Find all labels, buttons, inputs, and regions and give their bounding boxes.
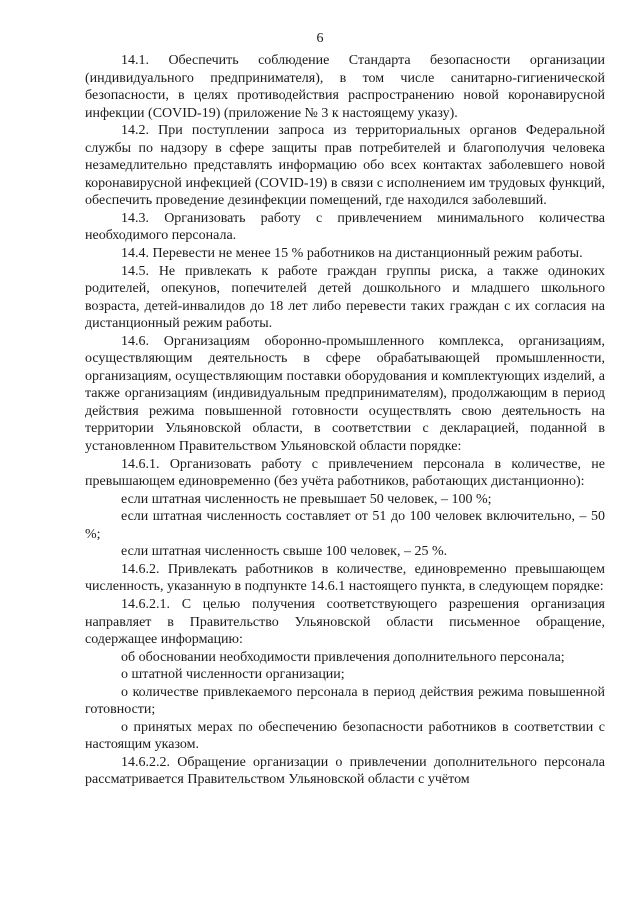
list-item-personnel-count: о количестве привлекаемого персонала в период действия режима повышенной готовности; (85, 684, 605, 718)
paragraph-14-5: 14.5. Не привлекать к работе граждан группы риска, а также одиноких родителей, опекунов, попечителей детей дошкольного и младшего школьного возраста, детей-инвалидов до 18 лет либо перевести таких граждан с их согласия на дистанционный режим работы. (85, 263, 605, 332)
document-body (85, 52, 605, 789)
page-number: 6 (316, 31, 324, 46)
list-item-safety-measures: о принятых мерах по обеспечению безопасности работников в соответствии с настоящим указом. (85, 719, 605, 753)
paragraph-14-6-2-1: 14.6.2.1. С целью получения соответствующего разрешения организация направляет в Правительство Ульяновской области письменное обращение, содержащее информацию: (85, 596, 605, 648)
paragraph-14-3: 14.3. Организовать работу с привлечением минимального количества необходимого персонала. (85, 210, 605, 244)
list-item-headcount-51-100: если штатная численность составляет от 51 до 100 человек включительно, – 50 %; (85, 509, 605, 542)
list-item-headcount-100-plus: если штатная численность свыше 100 человек, – 25 %. (121, 544, 448, 560)
paragraph-14-6-2: 14.6.2. Привлекать работников в количестве, единовременно превышающем численность, указанную в подпункте 14.6.1 настоящего пункта, в следующем порядке: (85, 561, 605, 595)
list-item-staff-count: о штатной численности организации; (121, 667, 345, 683)
paragraph-14-6: 14.6. Организациям оборонно-промышленного комплекса, организациям, осуществляющим деятельность в сфере обрабатывающей промышленности, организациям, осуществляющим поставки оборудования и комплектующих изделий, а также организациям (индивидуальным предпринимателям), продолжающим в период действия режима повышенной готовности осуществлять свою деятельность на территории Ульяновской области, в соответствии с декларацией, поданной в установленном Правительством Ульяновской области порядке: (85, 333, 605, 455)
list-item-justification: об обосновании необходимости привлечения дополнительного персонала; (121, 649, 565, 665)
list-item-headcount-50: если штатная численность не превышает 50 человек, – 100 %; (121, 491, 492, 507)
paragraph-14-4: 14.4. Перевести не менее 15 % работников на дистанционный режим работы. (121, 246, 583, 262)
paragraph-14-1: 14.1. Обеспечить соблюдение Стандарта безопасности организации (индивидуального предпринимателя), в том числе санитарно-гигиенической безопасности, в целях противодействия распространению новой коронавирусной инфекции (COVID-19) (приложение № 3 к настоящему указу). (85, 53, 605, 121)
paragraph-14-6-1: 14.6.1. Организовать работу с привлечением персонала в количестве, не превышающем единовременно (без учёта работников, работающих дистанционно): (85, 456, 605, 490)
paragraph-14-2: 14.2. При поступлении запроса из территориальных органов Федеральной службы по надзору в сфере защиты прав потребителей и благополучия человека незамедлительно представлять информацию обо всех контактах заболевшего новой коронавирусной инфекцией (COVID-19) в связи с исполнением им трудовых функций, обеспечить проведение дезинфекции помещений, где находился заболевший. (85, 123, 605, 209)
paragraph-14-6-2-2: 14.6.2.2. Обращение организации о привлечении дополнительного персонала рассматривается Правительством Ульяновской области с учётом (85, 754, 605, 788)
